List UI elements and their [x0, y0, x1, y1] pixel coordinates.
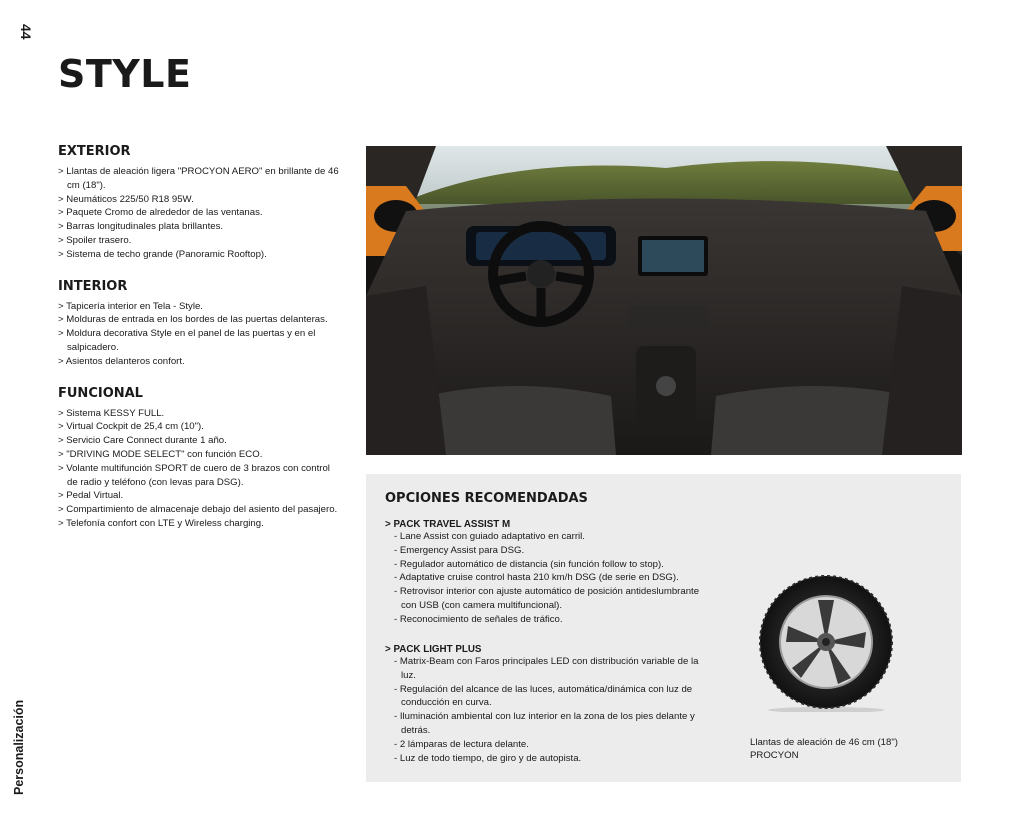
pack-items-list: [385, 530, 715, 627]
list-item: > Sistema KESSY FULL.: [58, 407, 343, 421]
list-item: > Tapicería interior en Tela - Style.: [58, 300, 343, 314]
funcional-heading: FUNCIONAL: [58, 385, 143, 401]
list-item: > Paquete Cromo de alrededor de las ventanas.: [58, 206, 343, 220]
list-item: > Volante multifunción SPORT de cuero de 3 brazos con control de radio y teléfono (con levas para DSG).: [58, 462, 343, 490]
list-item: - 2 lámparas de lectura delante.: [394, 738, 715, 752]
list-item: - Regulación del alcance de las luces, automática/dinámica con luz de conducción en curva.: [394, 683, 715, 711]
list-item: > Spoiler trasero.: [58, 234, 343, 248]
list-item: > Compartimiento de almacenaje debajo del asiento del pasajero.: [58, 503, 343, 517]
list-item: > Llantas de aleación ligera "PROCYON AERO" en brillante de 46 cm (18").: [58, 165, 343, 193]
list-item: - Reconocimiento de señales de tráfico.: [394, 613, 715, 627]
list-item: > Servicio Care Connect durante 1 año.: [58, 434, 343, 448]
alloy-wheel-image: [756, 572, 896, 712]
list-item: - Retrovisor interior con ajuste automático de posición antideslumbrante con USB (con camera multifuncional).: [394, 585, 715, 613]
funcional-list: [58, 407, 343, 531]
list-item: - Adaptative cruise control hasta 210 km/h DSG (de serie en DSG).: [394, 571, 715, 585]
list-item: > Asientos delanteros confort.: [58, 355, 343, 369]
list-item: - Luz de todo tiempo, de giro y de autopista.: [394, 752, 715, 766]
pack-travel-assist: [385, 519, 715, 627]
list-item: - Lane Assist con guiado adaptativo en carril.: [394, 530, 715, 544]
list-item: > Pedal Virtual.: [58, 489, 343, 503]
list-item: > Sistema de techo grande (Panoramic Rooftop).: [58, 248, 343, 262]
exterior-heading: EXTERIOR: [58, 144, 131, 159]
pack-items-list: [385, 655, 715, 765]
list-item: - Regulador automático de distancia (sin función follow to stop).: [394, 558, 715, 572]
options-heading: OPCIONES RECOMENDADAS: [385, 491, 588, 506]
list-item: > "DRIVING MODE SELECT" con función ECO.: [58, 448, 343, 462]
pack-title: > PACK LIGHT PLUS: [385, 644, 715, 655]
list-item: > Molduras de entrada en los bordes de las puertas delanteras.: [58, 313, 343, 327]
recommended-options-box: [366, 474, 961, 782]
list-item: > Moldura decorativa Style en el panel de las puertas y en el salpicadero.: [58, 327, 343, 355]
car-interior-photo: [366, 146, 962, 455]
wheel-caption: [750, 736, 930, 762]
pack-title: > PACK TRAVEL ASSIST M: [385, 519, 715, 530]
wheel-caption-line1: Llantas de aleación de 46 cm (18"): [750, 737, 898, 748]
list-item: - Matrix-Beam con Faros principales LED con distribución variable de la luz.: [394, 655, 715, 683]
features-column: [58, 144, 343, 548]
wheel-caption-line2: PROCYON: [750, 750, 799, 761]
list-item: > Telefonía confort con LTE y Wireless charging.: [58, 517, 343, 531]
exterior-list: [58, 165, 343, 262]
list-item: > Neumáticos 225/50 R18 95W.: [58, 193, 343, 207]
list-item: > Virtual Cockpit de 25,4 cm (10").: [58, 420, 343, 434]
list-item: - Iluminación ambiental con luz interior en la zona de los pies delante y detrás.: [394, 710, 715, 738]
interior-heading: INTERIOR: [58, 278, 128, 294]
section-side-label: Personalización: [12, 699, 26, 795]
page-title: STYLE: [58, 52, 192, 96]
page-number: 44: [18, 24, 34, 40]
pack-light-plus: [385, 644, 715, 765]
interior-list: [58, 300, 343, 369]
list-item: > Barras longitudinales plata brillantes.: [58, 220, 343, 234]
list-item: - Emergency Assist para DSG.: [394, 544, 715, 558]
